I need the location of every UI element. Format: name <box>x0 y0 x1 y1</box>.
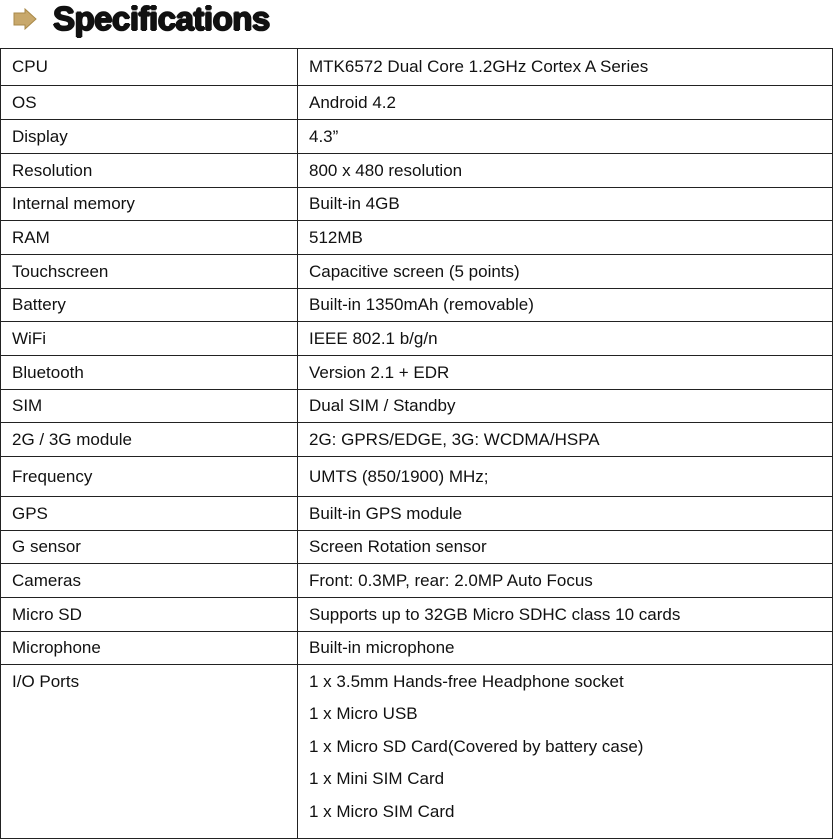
spec-label: Cameras <box>1 564 298 598</box>
spec-label: Internal memory <box>1 188 298 221</box>
spec-label: Touchscreen <box>1 255 298 289</box>
spec-value: Front: 0.3MP, rear: 2.0MP Auto Focus <box>298 564 833 598</box>
io-ports-label: I/O Ports <box>12 672 80 691</box>
spec-label: WiFi <box>1 322 298 356</box>
spec-value: Built-in 1350mAh (removable) <box>298 289 833 322</box>
spec-label: Micro SD <box>1 598 298 632</box>
spec-label: Frequency <box>1 457 298 497</box>
spec-value: Screen Rotation sensor <box>298 531 833 564</box>
arrow-right-icon <box>12 8 38 30</box>
table-row <box>1 457 833 497</box>
spec-value: 512MB <box>298 221 833 255</box>
spec-label: Battery <box>1 289 298 322</box>
io-port-line: 1 x 3.5mm Hands-free Headphone socket <box>309 672 624 691</box>
table-row <box>1 390 833 423</box>
io-port-line: 1 x Mini SIM Card <box>309 769 445 789</box>
spec-label: Display <box>1 120 298 154</box>
spec-value: Supports up to 32GB Micro SDHC class 10 cards <box>298 598 833 632</box>
table-row <box>1 255 833 289</box>
table-row <box>1 598 833 632</box>
specifications-table <box>0 48 833 839</box>
table-row <box>1 289 833 322</box>
spec-value: Dual SIM / Standby <box>298 390 833 423</box>
spec-value: MTK6572 Dual Core 1.2GHz Cortex A Series <box>298 49 833 86</box>
spec-value: Android 4.2 <box>298 86 833 120</box>
table-row <box>1 423 833 457</box>
table-row <box>1 221 833 255</box>
spec-value: UMTS (850/1900) MHz; <box>298 457 833 497</box>
io-port-line: 1 x Micro USB <box>309 704 418 724</box>
table-row <box>1 188 833 221</box>
spec-value <box>298 665 833 839</box>
table-row <box>1 120 833 154</box>
table-row <box>1 632 833 665</box>
spec-value: 2G: GPRS/EDGE, 3G: WCDMA/HSPA <box>298 423 833 457</box>
spec-label: Microphone <box>1 632 298 665</box>
table-row <box>1 497 833 531</box>
spec-label: Bluetooth <box>1 356 298 390</box>
io-port-line: 1 x Micro SD Card(Covered by battery case) <box>309 736 644 756</box>
spec-value: Version 2.1 + EDR <box>298 356 833 390</box>
spec-value: Capacitive screen (5 points) <box>298 255 833 289</box>
spec-label: CPU <box>1 49 298 86</box>
table-row <box>1 322 833 356</box>
spec-label: SIM <box>1 390 298 423</box>
spec-label: G sensor <box>1 531 298 564</box>
page-title: Specifications <box>53 0 270 37</box>
spec-value: 800 x 480 resolution <box>298 154 833 188</box>
spec-value: Built-in GPS module <box>298 497 833 531</box>
spec-value: 4.3” <box>298 120 833 154</box>
spec-label: GPS <box>1 497 298 531</box>
spec-label: OS <box>1 86 298 120</box>
section-heading <box>0 0 834 48</box>
spec-value: IEEE 802.1 b/g/n <box>298 322 833 356</box>
table-row <box>1 49 833 86</box>
table-row <box>1 564 833 598</box>
spec-value: Built-in 4GB <box>298 188 833 221</box>
table-row <box>1 86 833 120</box>
spec-label: 2G / 3G module <box>1 423 298 457</box>
io-port-line: 1 x Micro SIM Card <box>309 801 455 821</box>
table-row <box>1 154 833 188</box>
table-row-io-ports <box>1 665 833 839</box>
spec-label <box>1 665 298 839</box>
table-row <box>1 531 833 564</box>
table-row <box>1 356 833 390</box>
spec-label: Resolution <box>1 154 298 188</box>
spec-label: RAM <box>1 221 298 255</box>
spec-value: Built-in microphone <box>298 632 833 665</box>
